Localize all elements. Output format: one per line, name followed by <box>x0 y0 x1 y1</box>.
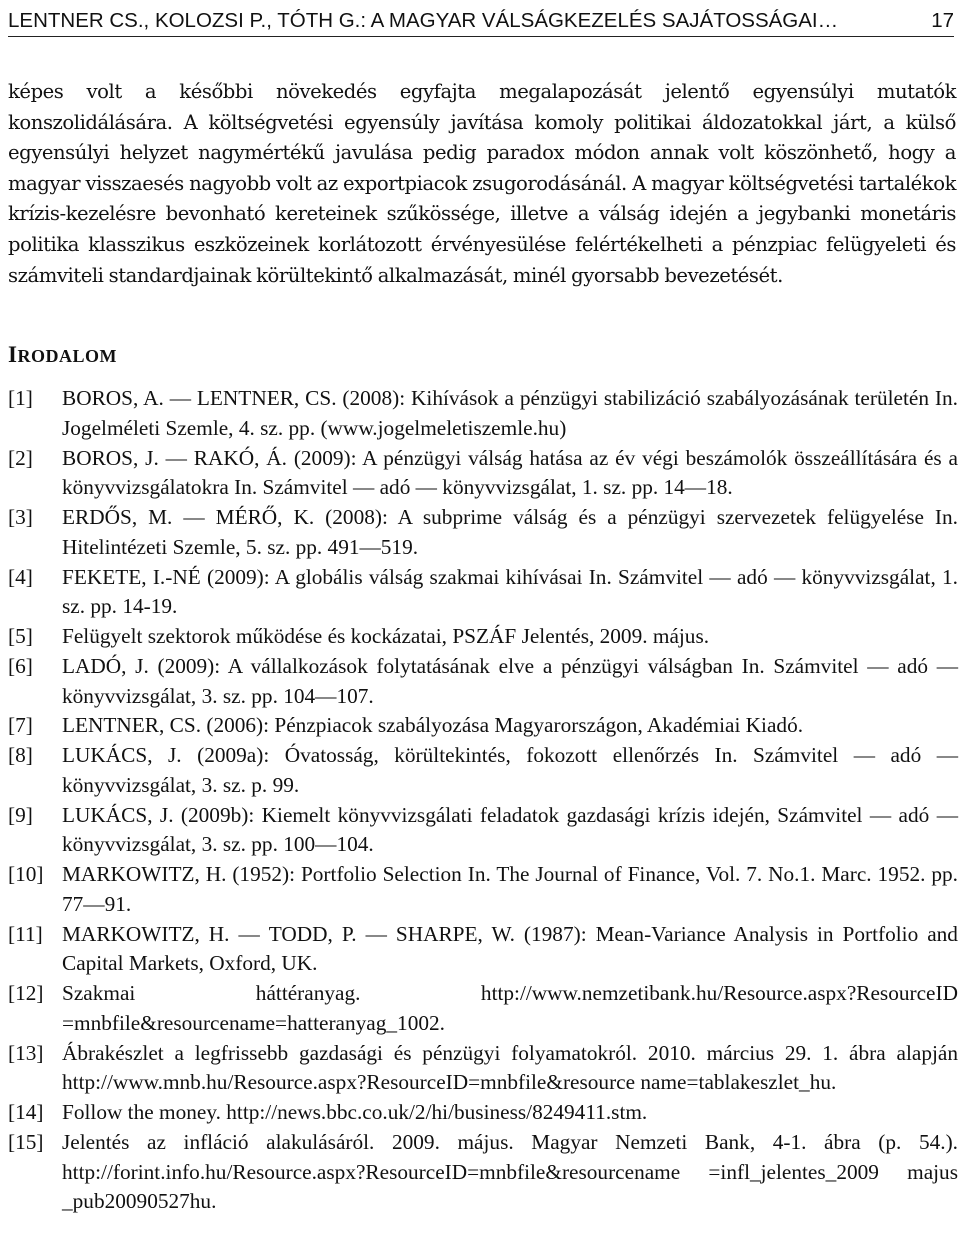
reference-text: Jelentés az infláció alakulásáról. 2009. május. Magyar Nemzeti Bank, 4-1. ábra (p. 54.). http://forint.info.hu/Resource.aspx?ResourceID=mnbfile&resourcename =infl_jelentes_2009 majus _pub20090527hu. <box>62 1129 958 1214</box>
body-paragraph: képes volt a későbbi növekedés egyfajta megalapozását jelentő egyensúlyi mutatók konszolidálására. A költségvetési egyensúly javítása komoly politikai áldozatokkal járt, a külső egyensúlyi helyzet nagymértékű javulása pedig paradox módon annak volt köszönhető, hogy a magyar visszaesés nagyobb volt az exportpiacok zsugorodásánál. A magyar költségvetési tartalékok krízis-kezelésre bevonható kereteinek szűkössége, illetve a válság idején a jegybanki monetáris politika klasszikus eszközeinek korlátozott érvényesülése felértékelheti a pénzpiac felügyeleti és számviteli standardjainak körültekintő alkalmazását, minél gyorsabb bevezetését. <box>8 80 956 287</box>
page-number: 17 <box>931 9 954 32</box>
reference-author: LUKÁCS, J. <box>62 802 174 827</box>
reference-text: Ábrakészlet a legfrissebb gazdasági és pénzügyi folyamatokról. 2010. március 29. 1. ábra alapján http://www.mnb.hu/Resource.aspx?ResourceID=mnbfile&resource name=tablakeszlet_hu. <box>62 1040 958 1095</box>
reference-separator: — <box>172 505 216 529</box>
reference-author: LADÓ, J. <box>62 653 149 678</box>
reference-item <box>8 1039 958 1099</box>
reference-text: Follow the money. http://news.bbc.co.uk/2/hi/business/8249411.stm. <box>62 1100 648 1124</box>
reference-text: (1952): Portfolio Selection In. The Journal of Finance, Vol. 7. No.1. Marc. 1952. pp. 77—91. <box>62 862 958 916</box>
reference-author: FEKETE, I.-NÉ <box>62 564 201 589</box>
running-header <box>8 6 954 37</box>
section-title-rest: RODALOM <box>17 346 117 366</box>
reference-item <box>8 503 958 563</box>
reference-text: (2009): A vállalkozások folytatásának elve a pénzügyi válságban In. Számvitel — adó — könyvvizsgálat, 3. sz. pp. 104—107. <box>62 653 958 708</box>
reference-separator: — <box>229 921 269 946</box>
reference-item <box>8 1128 958 1217</box>
reference-author: LENTNER, CS. <box>196 386 337 410</box>
reference-author: RAKÓ, Á. <box>193 445 287 470</box>
section-title-initial: I <box>8 342 18 367</box>
reference-separator: — <box>163 386 197 410</box>
reference-number: [14] <box>8 1100 44 1124</box>
reference-item <box>8 652 958 712</box>
reference-number: [12] <box>8 981 44 1005</box>
reference-item <box>8 622 958 652</box>
reference-number: [9] <box>8 802 33 827</box>
reference-number: [3] <box>8 505 33 529</box>
reference-item <box>8 920 958 980</box>
reference-text: (2009a): Óvatosság, körültekintés, fokozott ellenőrzés In. Számvitel — adó — könyvvizsgálat, 3. sz. p. 99. <box>62 743 958 797</box>
running-title: LENTNER CS., KOLOZSI P., TÓTH G.: A MAGYAR VÁLSÁGKEZELÉS SAJÁTOSSÁGAI… <box>8 9 839 32</box>
reference-item <box>8 741 958 801</box>
reference-text: (1987): Mean-Variance Analysis in Portfolio and Capital Markets, Oxford, UK. <box>62 921 958 976</box>
reference-number: [1] <box>8 386 33 410</box>
reference-text: Szakmai háttéranyag. http://www.nemzetibank.hu/Resource.aspx?ResourceID =mnbfile&resourcename=hatteranyag_1002. <box>62 981 958 1035</box>
reference-text: (2009): A globális válság szakmai kihívásai In. Számvitel — adó — könyvvizsgálat, 1. sz. pp. 14-19. <box>62 564 958 619</box>
reference-number: [5] <box>8 624 33 648</box>
reference-number: [2] <box>8 445 33 470</box>
reference-author: TODD, P. <box>268 921 357 946</box>
reference-author: MARKOWITZ, H. <box>62 921 230 946</box>
reference-number: [7] <box>8 713 33 738</box>
reference-separator: — <box>356 921 396 946</box>
section-title-irodalom <box>8 340 117 371</box>
reference-text: (2009): A pénzügyi válság hatása az év végi beszámolók összeállítására és a könyvvizsgálatokra In. Számvitel — adó — könyvvizsgálat, 1. sz. pp. 14—18. <box>62 445 958 500</box>
reference-author: SHARPE, W. <box>395 921 515 946</box>
reference-author: BOROS, A. <box>62 386 164 410</box>
reference-number: [4] <box>8 564 33 589</box>
reference-item <box>8 979 958 1039</box>
reference-author: BOROS, J. <box>62 445 159 470</box>
reference-author: MÉRŐ, K. <box>215 505 315 529</box>
reference-item <box>8 860 958 920</box>
reference-author: ERDŐS, M. <box>62 505 173 529</box>
reference-author: LUKÁCS, J. <box>62 743 182 767</box>
reference-number: [8] <box>8 743 33 767</box>
reference-author: LENTNER, CS. <box>62 713 202 738</box>
reference-item <box>8 801 958 861</box>
reference-item <box>8 1098 958 1128</box>
reference-item <box>8 563 958 623</box>
reference-item <box>8 384 958 444</box>
reference-text: (2006): Pénzpiacok szabályozása Magyarországon, Akadémiai Kiadó. <box>201 713 804 738</box>
reference-number: [15] <box>8 1129 44 1154</box>
reference-item <box>8 711 958 741</box>
reference-number: [11] <box>8 921 43 946</box>
reference-number: [6] <box>8 653 33 678</box>
reference-number: [13] <box>8 1040 44 1065</box>
reference-item <box>8 444 958 504</box>
reference-text: (2008): Kihívások a pénzügyi stabilizáció szabályozásának területén In. Jogelméleti Szemle, 4. sz. pp. (www.jogelmeletiszemle.hu) <box>62 386 958 440</box>
reference-text: (2009b): Kiemelt könyvvizsgálati feladatok gazdasági krízis idején, Számvitel — adó — könyvvizsgálat, 3. sz. pp. 100—104. <box>62 802 958 857</box>
reference-list <box>8 384 958 1217</box>
reference-text: (2008): A subprime válság és a pénzügyi szervezetek felügyelése In. Hitelintézeti Szemle, 5. sz. pp. 491—519. <box>62 505 958 559</box>
reference-number: [10] <box>8 862 44 886</box>
reference-text: Felügyelt szektorok működése és kockázatai, PSZÁF Jelentés, 2009. május. <box>62 624 710 648</box>
reference-separator: — <box>158 445 194 470</box>
reference-author: MARKOWITZ, H. <box>62 862 227 886</box>
